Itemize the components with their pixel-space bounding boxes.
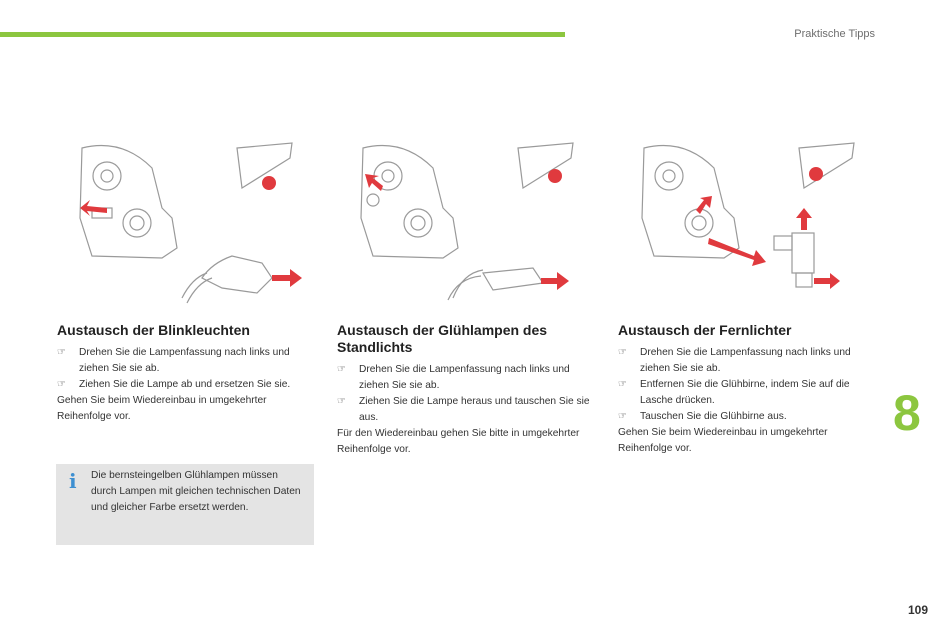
pointing-hand-icon: ☞ xyxy=(337,396,346,407)
info-icon: i xyxy=(69,469,77,493)
step-item: ☞ Ziehen Sie die Lampe ab und ersetzen Sie sie. xyxy=(57,377,315,393)
reassembly-note: Gehen Sie beim Wiedereinbau in umgekehrter Reihenfolge vor. xyxy=(57,395,267,422)
pointing-hand-icon: ☞ xyxy=(337,364,346,375)
step-item: ☞ Entfernen Sie die Glühbirne, indem Sie auf die Lasche drücken. xyxy=(618,379,850,406)
column-title: Austausch der Fernlichter xyxy=(618,322,792,338)
column-title: Austausch der Blinkleuchten xyxy=(57,322,250,338)
step-item: ☞ Drehen Sie die Lampenfassung nach links und ziehen Sie sie ab. xyxy=(57,347,290,374)
turn-signal-illustration xyxy=(62,138,312,308)
steps-list xyxy=(57,345,315,393)
side-lamp-illustration xyxy=(343,138,593,308)
step-item: ☞ Drehen Sie die Lampenfassung nach links und ziehen Sie sie ab. xyxy=(618,347,851,374)
pointing-hand-icon: ☞ xyxy=(618,379,627,390)
step-item: ☞ Tauschen Sie die Glühbirne aus. xyxy=(618,409,876,425)
pointing-hand-icon: ☞ xyxy=(618,347,627,358)
top-accent-bar xyxy=(0,32,565,37)
chapter-number: 8 xyxy=(893,385,921,441)
section-label: Praktische Tipps xyxy=(794,28,875,40)
steps-list xyxy=(337,362,595,426)
column-title: Austausch der Glühlampen des Standlichts xyxy=(337,322,548,355)
high-beam-illustration xyxy=(624,138,874,308)
steps-list xyxy=(618,345,876,425)
column-turn-signal xyxy=(57,322,315,425)
reassembly-note: Für den Wiedereinbau gehen Sie bitte in umgekehrter Reihenfolge vor. xyxy=(337,428,580,455)
reassembly-note: Gehen Sie beim Wiedereinbau in umgekehrter Reihenfolge vor. xyxy=(618,427,828,454)
column-high-beam xyxy=(618,322,876,457)
pointing-hand-icon: ☞ xyxy=(57,379,66,390)
step-item: ☞ Drehen Sie die Lampenfassung nach links und ziehen Sie sie ab. xyxy=(337,364,570,391)
pointing-hand-icon: ☞ xyxy=(618,411,627,422)
column-side-lamp xyxy=(337,322,595,458)
pointing-hand-icon: ☞ xyxy=(57,347,66,358)
step-item: ☞ Ziehen Sie die Lampe heraus und tauschen Sie sie aus. xyxy=(337,396,590,423)
info-box xyxy=(56,464,314,545)
page-number: 109 xyxy=(907,603,928,617)
info-text: Die bernsteingelben Glühlampen müssen durch Lampen mit gleichen technischen Daten und gleicher Farbe ersetzt werden. xyxy=(91,470,301,513)
